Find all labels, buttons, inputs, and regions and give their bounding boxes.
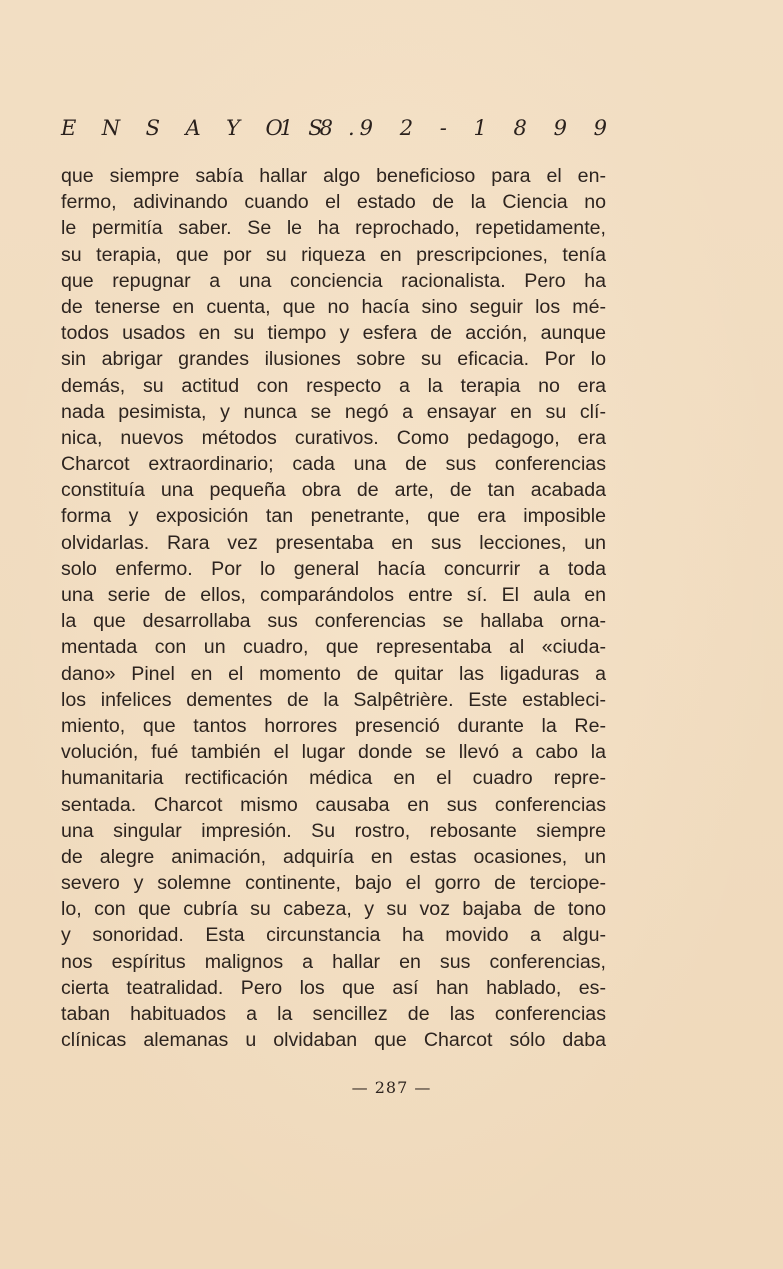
text-line: su terapia, que por su riqueza en prescripciones, tenía (61, 243, 606, 266)
running-head-title: E N S A Y O S . (61, 116, 365, 140)
running-head-years: 1 8 9 2 - 1 8 9 9 (279, 116, 617, 140)
page-number: — 287 — (351, 1078, 432, 1097)
text-line: demás, su actitud con respecto a la terapia no era (61, 374, 606, 397)
text-line: una singular impresión. Su rostro, rebosante siempre (61, 819, 606, 842)
text-line: humanitaria rectificación médica en el cuadro repre- (61, 767, 606, 790)
text-line: los infelices dementes de la Salpêtrière. Este estableci- (61, 688, 606, 711)
text-line: una serie de ellos, comparándolos entre sí. El aula en (61, 584, 606, 606)
text-line: y sonoridad. Esta circunstancia ha movido a algu- (61, 924, 606, 947)
text-line: todos usados en su tiempo y esfera de acción, aunque (61, 322, 606, 345)
text-line: forma y exposición tan penetrante, que era imposible (61, 505, 606, 528)
text-line: de alegre animación, adquiría en estas ocasiones, un (61, 845, 606, 868)
text-line: lo, con que cubría su cabeza, y su voz bajaba de tono (61, 898, 606, 921)
text-line: mentada con un cuadro, que representaba al «ciuda- (61, 636, 606, 659)
text-line: solo enfermo. Por lo general hacía concurrir a toda (61, 557, 606, 580)
text-line: la que desarrollaba sus conferencias se hallaba orna- (61, 610, 606, 633)
body-text (61, 163, 606, 1053)
text-line: nica, nuevos métodos curativos. Como pedagogo, era (61, 426, 606, 449)
text-line: nos espíritus malignos a hallar en sus conferencias, (61, 950, 606, 973)
text-line: dano» Pinel en el momento de quitar las ligaduras a (61, 662, 606, 685)
text-line: que repugnar a una conciencia racionalista. Pero ha (61, 269, 606, 292)
text-line: que siempre sabía hallar algo beneficioso para el en- (61, 165, 606, 187)
text-line: Charcot extraordinario; cada una de sus conferencias (61, 453, 606, 476)
text-line: sentada. Charcot mismo causaba en sus conferencias (61, 793, 606, 816)
running-head (61, 114, 617, 142)
text-line: fermo, adivinando cuando el estado de la Ciencia no (61, 191, 606, 214)
text-line: cierta teatralidad. Pero los que así han hablado, es- (61, 976, 606, 999)
text-line: miento, que tantos horrores presenció durante la Re- (61, 714, 606, 737)
text-line: taban habituados a la sencillez de las conferencias (61, 1003, 606, 1025)
text-line: constituía una pequeña obra de arte, de tan acabada (61, 479, 606, 502)
text-line: nada pesimista, y nunca se negó a ensayar en su clí- (61, 400, 606, 423)
text-line: volución, fué también el lugar donde se llevó a cabo la (61, 741, 606, 764)
text-line: olvidarlas. Rara vez presentaba en sus lecciones, un (61, 531, 606, 554)
text-line: sin abrigar grandes ilusiones sobre su eficacia. Por lo (61, 348, 606, 371)
text-line: severo y solemne continente, bajo el gorro de terciope- (61, 872, 606, 895)
text-line: de tenerse en cuenta, que no hacía sino seguir los mé- (61, 295, 606, 318)
text-line: clínicas alemanas u olvidaban que Charcot sólo daba (61, 1029, 606, 1052)
text-line: le permitía saber. Se le ha reprochado, repetidamente, (61, 217, 606, 240)
